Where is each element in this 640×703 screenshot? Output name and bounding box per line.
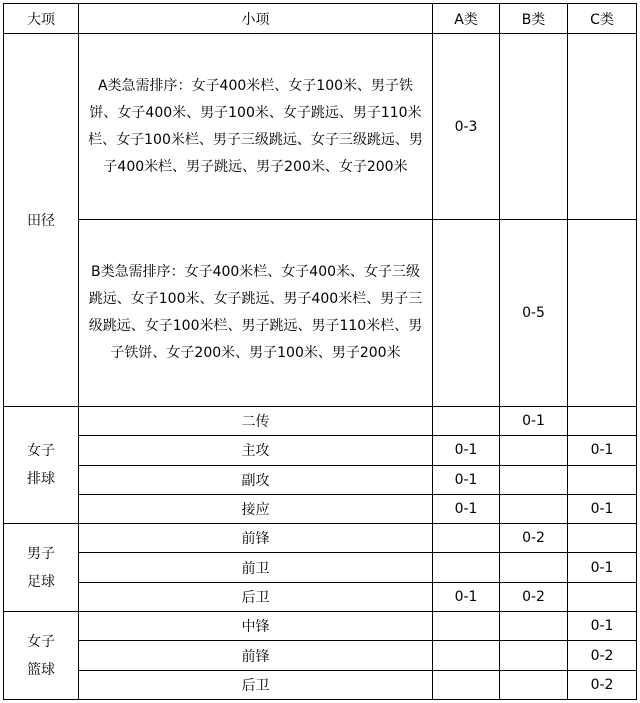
c-cell bbox=[568, 407, 637, 436]
c-cell bbox=[568, 524, 637, 553]
header-c: C类 bbox=[568, 4, 637, 34]
item-cell: 二传 bbox=[79, 407, 433, 436]
table-row bbox=[4, 612, 637, 641]
table-row bbox=[4, 407, 637, 436]
b-cell: 0-2 bbox=[500, 582, 568, 611]
b-cell bbox=[500, 670, 568, 699]
c-cell bbox=[568, 34, 637, 220]
b-cell bbox=[500, 612, 568, 641]
item-cell: B类急需排序：女子400米栏、女子400米、女子三级跳远、女子100米、女子跳远、男子400米栏、男子三级跳远、女子100米栏、男子跳远、男子110米栏、男子铁饼、女子200米、男子100米、男子200米 bbox=[79, 220, 433, 407]
a-cell bbox=[433, 612, 500, 641]
item-cell: 前锋 bbox=[79, 641, 433, 670]
a-cell: 0-1 bbox=[433, 465, 500, 494]
table-row bbox=[4, 34, 637, 220]
category-cell bbox=[4, 612, 79, 700]
c-cell bbox=[568, 465, 637, 494]
category-line-1: 女子 bbox=[27, 633, 55, 650]
quota-table bbox=[3, 3, 637, 700]
table-row bbox=[4, 220, 637, 407]
item-cell: A类急需排序：女子400米栏、女子100米、男子铁饼、女子400米、男子100米、女子跳远、男子110米栏、女子100米栏、男子三级跳远、女子三级跳远、男子400米栏、男子跳远、男子200米、女子200米 bbox=[79, 34, 433, 220]
c-cell: 0-1 bbox=[568, 436, 637, 465]
table-row bbox=[4, 553, 637, 582]
category-line-1: 女子 bbox=[27, 443, 55, 460]
b-cell bbox=[500, 465, 568, 494]
a-cell bbox=[433, 407, 500, 436]
c-cell bbox=[568, 582, 637, 611]
item-cell: 前锋 bbox=[79, 524, 433, 553]
category-cell bbox=[4, 524, 79, 612]
a-cell bbox=[433, 524, 500, 553]
item-cell: 主攻 bbox=[79, 436, 433, 465]
header-row bbox=[4, 4, 637, 34]
a-cell: 0-3 bbox=[433, 34, 500, 220]
item-cell: 后卫 bbox=[79, 582, 433, 611]
c-cell: 0-2 bbox=[568, 641, 637, 670]
header-a: A类 bbox=[433, 4, 500, 34]
table-row bbox=[4, 641, 637, 670]
a-cell bbox=[433, 641, 500, 670]
table-row bbox=[4, 465, 637, 494]
item-cell: 中锋 bbox=[79, 612, 433, 641]
b-cell: 0-2 bbox=[500, 524, 568, 553]
a-cell: 0-1 bbox=[433, 494, 500, 523]
b-cell bbox=[500, 436, 568, 465]
b-cell bbox=[500, 553, 568, 582]
c-cell: 0-1 bbox=[568, 612, 637, 641]
table-row bbox=[4, 582, 637, 611]
a-cell: 0-1 bbox=[433, 436, 500, 465]
category-line-1: 男子 bbox=[27, 545, 55, 562]
a-cell bbox=[433, 553, 500, 582]
header-item: 小项 bbox=[79, 4, 433, 34]
header-b: B类 bbox=[500, 4, 568, 34]
item-cell: 接应 bbox=[79, 494, 433, 523]
category-line-2: 排球 bbox=[27, 471, 55, 488]
header-category: 大项 bbox=[4, 4, 79, 34]
a-cell bbox=[433, 670, 500, 699]
category-cell: 田径 bbox=[4, 34, 79, 407]
item-cell: 后卫 bbox=[79, 670, 433, 699]
category-cell bbox=[4, 407, 79, 524]
category-line-2: 足球 bbox=[27, 573, 55, 590]
table-row bbox=[4, 436, 637, 465]
b-cell: 0-5 bbox=[500, 220, 568, 407]
b-cell bbox=[500, 34, 568, 220]
a-cell bbox=[433, 220, 500, 407]
b-cell bbox=[500, 494, 568, 523]
category-line-2: 篮球 bbox=[27, 661, 55, 678]
item-cell: 副攻 bbox=[79, 465, 433, 494]
c-cell: 0-1 bbox=[568, 494, 637, 523]
table-row bbox=[4, 524, 637, 553]
table-row bbox=[4, 670, 637, 699]
c-cell: 0-1 bbox=[568, 553, 637, 582]
b-cell: 0-1 bbox=[500, 407, 568, 436]
item-cell: 前卫 bbox=[79, 553, 433, 582]
a-cell: 0-1 bbox=[433, 582, 500, 611]
b-cell bbox=[500, 641, 568, 670]
c-cell bbox=[568, 220, 637, 407]
c-cell: 0-2 bbox=[568, 670, 637, 699]
table-row bbox=[4, 494, 637, 523]
